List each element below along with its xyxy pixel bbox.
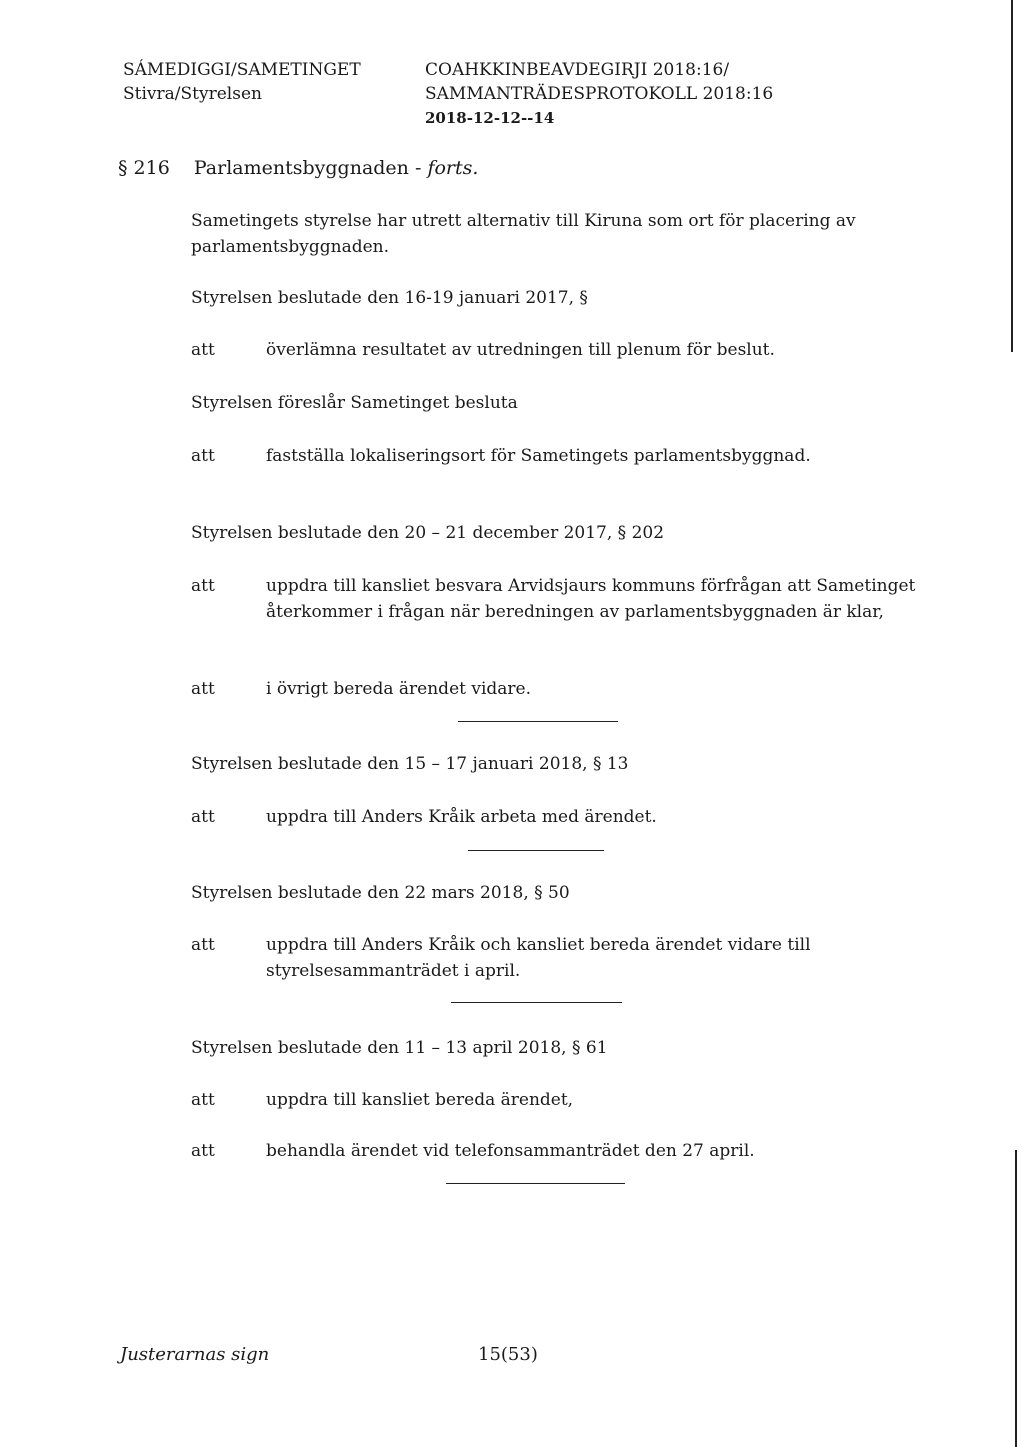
header-organization [123,58,361,106]
clause-text: uppdra till Anders Kråik och kansliet bereda ärendet vidare till styrelsesammanträdet i april. [266,935,811,981]
section-title: Parlamentsbyggnaden - [193,157,422,179]
decision-heading: Styrelsen beslutade den 22 mars 2018, § 50 [191,883,570,903]
intro-line1: Sametingets styrelse har utrett alternativ till Kiruna som ort för placering av [191,211,856,231]
separator-line [446,1183,625,1184]
separator-line [458,721,618,722]
clause-text: uppdra till kansliet bereda ärendet, [266,1090,574,1110]
clause-text: behandla ärendet vid telefonsammanträdet den 27 april. [266,1141,755,1161]
intro-line2: parlamentsbyggnaden. [191,237,390,257]
clause-text: överlämna resultatet av utredningen till plenum för beslut. [266,340,775,360]
page-number: 15(53) [478,1344,538,1365]
clause-label: att [191,807,215,827]
scan-margin-mark [1015,1150,1017,1447]
header-org-line1: SÁMEDIGGI/SAMETINGET [123,60,361,80]
clause-label: att [191,576,215,596]
clause-text: uppdra till kansliet besvara Arvidsjaurs kommuns förfrågan att Sametinget återkommer i frågan när beredningen av parlamentsbyggnaden är klar, [266,576,916,622]
proposal-heading: Styrelsen föreslår Sametinget besluta [191,393,518,413]
scan-margin-mark [1011,0,1013,352]
clause-text: fastställa lokaliseringsort för Sametingets parlamentsbyggnad. [266,446,811,466]
clause-label: att [191,1141,215,1161]
header-date: 2018-12-12--14 [425,109,555,127]
clause-text: uppdra till Anders Kråik arbeta med ärendet. [266,807,657,827]
header-document [425,58,773,130]
clause-label: att [191,340,215,360]
separator-line [451,1002,622,1003]
separator-line [468,850,604,851]
clause-label: att [191,679,215,699]
section-number: 216 [133,157,170,179]
section-symbol: § [118,157,128,179]
header-org-line2: Stivra/Styrelsen [123,84,262,104]
header-doc-line1: COAHKKINBEAVDEGIRJI 2018:16/ [425,60,730,80]
decision-heading: Styrelsen beslutade den 20 – 21 december 2017, § 202 [191,523,665,543]
section-heading [118,157,478,179]
intro-paragraph [191,208,856,260]
signature-label: Justerarnas sign [120,1344,270,1365]
clause-label: att [191,446,215,466]
clause-text: i övrigt bereda ärendet vidare. [266,679,532,699]
header-doc-line2: SAMMANTRÄDESPROTOKOLL 2018:16 [425,84,774,104]
decision-heading: Styrelsen beslutade den 11 – 13 april 2018, § 61 [191,1038,608,1058]
section-suffix: forts. [427,157,479,179]
decision-heading: Styrelsen beslutade den 15 – 17 januari 2018, § 13 [191,754,629,774]
decision-heading: Styrelsen beslutade den 16-19 januari 2017, § [191,288,588,308]
clause-label: att [191,935,215,955]
clause-label: att [191,1090,215,1110]
